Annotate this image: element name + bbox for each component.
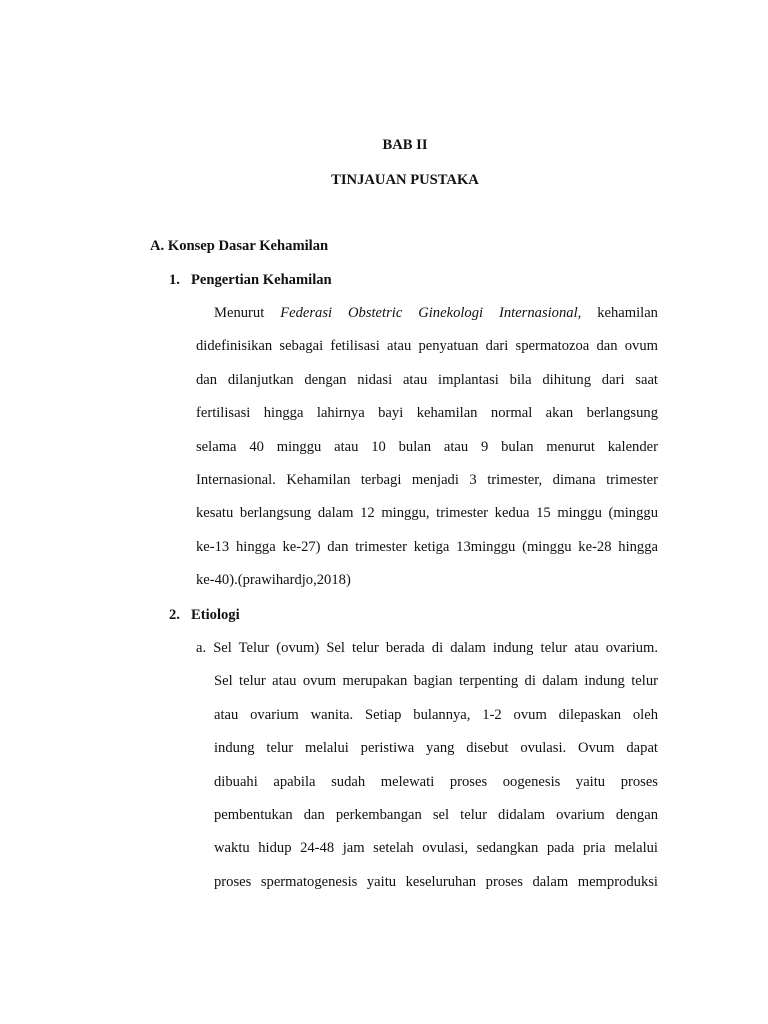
paragraph-pengertian bbox=[196, 297, 658, 598]
paragraph-line: indung telur melalui peristiwa yang disebut ovulasi. Ovum dapat bbox=[214, 740, 658, 757]
paragraph-line: atau ovarium wanita. Setiap bulannya, 1-2 ovum dilepaskan oleh bbox=[214, 706, 658, 723]
subsection-heading-2 bbox=[169, 607, 240, 624]
paragraph-line: fertilisasi hingga lahirnya bayi kehamilan normal akan berlangsung bbox=[196, 405, 658, 422]
paragraph-line: proses spermatogenesis yaitu keseluruhan proses dalam memproduksi bbox=[214, 873, 658, 890]
section-heading-a: A. Konsep Dasar Kehamilan bbox=[150, 238, 329, 254]
paragraph-line: didefinisikan sebagai fetilisasi atau penyatuan dari spermatozoa dan ovum bbox=[196, 338, 658, 355]
paragraph-line: Sel telur atau ovum merupakan bagian terpenting di dalam indung telur bbox=[214, 673, 658, 690]
paragraph-line: waktu hidup 24-48 jam setelah ovulasi, sedangkan pada pria melalui bbox=[214, 840, 658, 857]
italic-term: Federasi Obstetric Ginekologi Internasional bbox=[280, 305, 578, 321]
paragraph-line: Internasional. Kehamilan terbagi menjadi 3 trimester, dimana trimester bbox=[196, 471, 658, 488]
subsection-title: Pengertian Kehamilan bbox=[191, 272, 332, 288]
paragraph-line: kesatu berlangsung dalam 12 minggu, trimester kedua 15 minggu (minggu bbox=[196, 505, 658, 522]
paragraph-line: dibuahi apabila sudah melewati proses oogenesis yaitu proses bbox=[214, 773, 658, 790]
paragraph-line: Menurut Federasi Obstetric Ginekologi Internasional, kehamilan bbox=[214, 305, 658, 321]
subsection-number: 2. bbox=[169, 607, 180, 623]
subsection-title: Etiologi bbox=[191, 607, 240, 623]
list-item-sel-telur bbox=[196, 632, 658, 899]
paragraph-line: pembentukan dan perkembangan sel telur didalam ovarium dengan bbox=[214, 806, 658, 823]
paragraph-line: a. Sel Telur (ovum) Sel telur berada di dalam indung telur atau ovarium. bbox=[196, 640, 658, 656]
paragraph-line: ke-40).(prawihardjo,2018) bbox=[196, 572, 351, 589]
subsection-number: 1. bbox=[169, 272, 180, 288]
chapter-number: BAB II bbox=[382, 137, 428, 153]
subsection-heading-1 bbox=[169, 272, 332, 289]
chapter-title: TINJAUAN PUSTAKA bbox=[331, 172, 479, 188]
paragraph-line: dan dilanjutkan dengan nidasi atau implantasi bila dihitung dari saat bbox=[196, 371, 658, 388]
paragraph-line: ke-13 hingga ke-27) dan trimester ketiga 13minggu (minggu ke-28 hingga bbox=[196, 538, 658, 555]
paragraph-line: selama 40 minggu atau 10 bulan atau 9 bulan menurut kalender bbox=[196, 438, 658, 455]
